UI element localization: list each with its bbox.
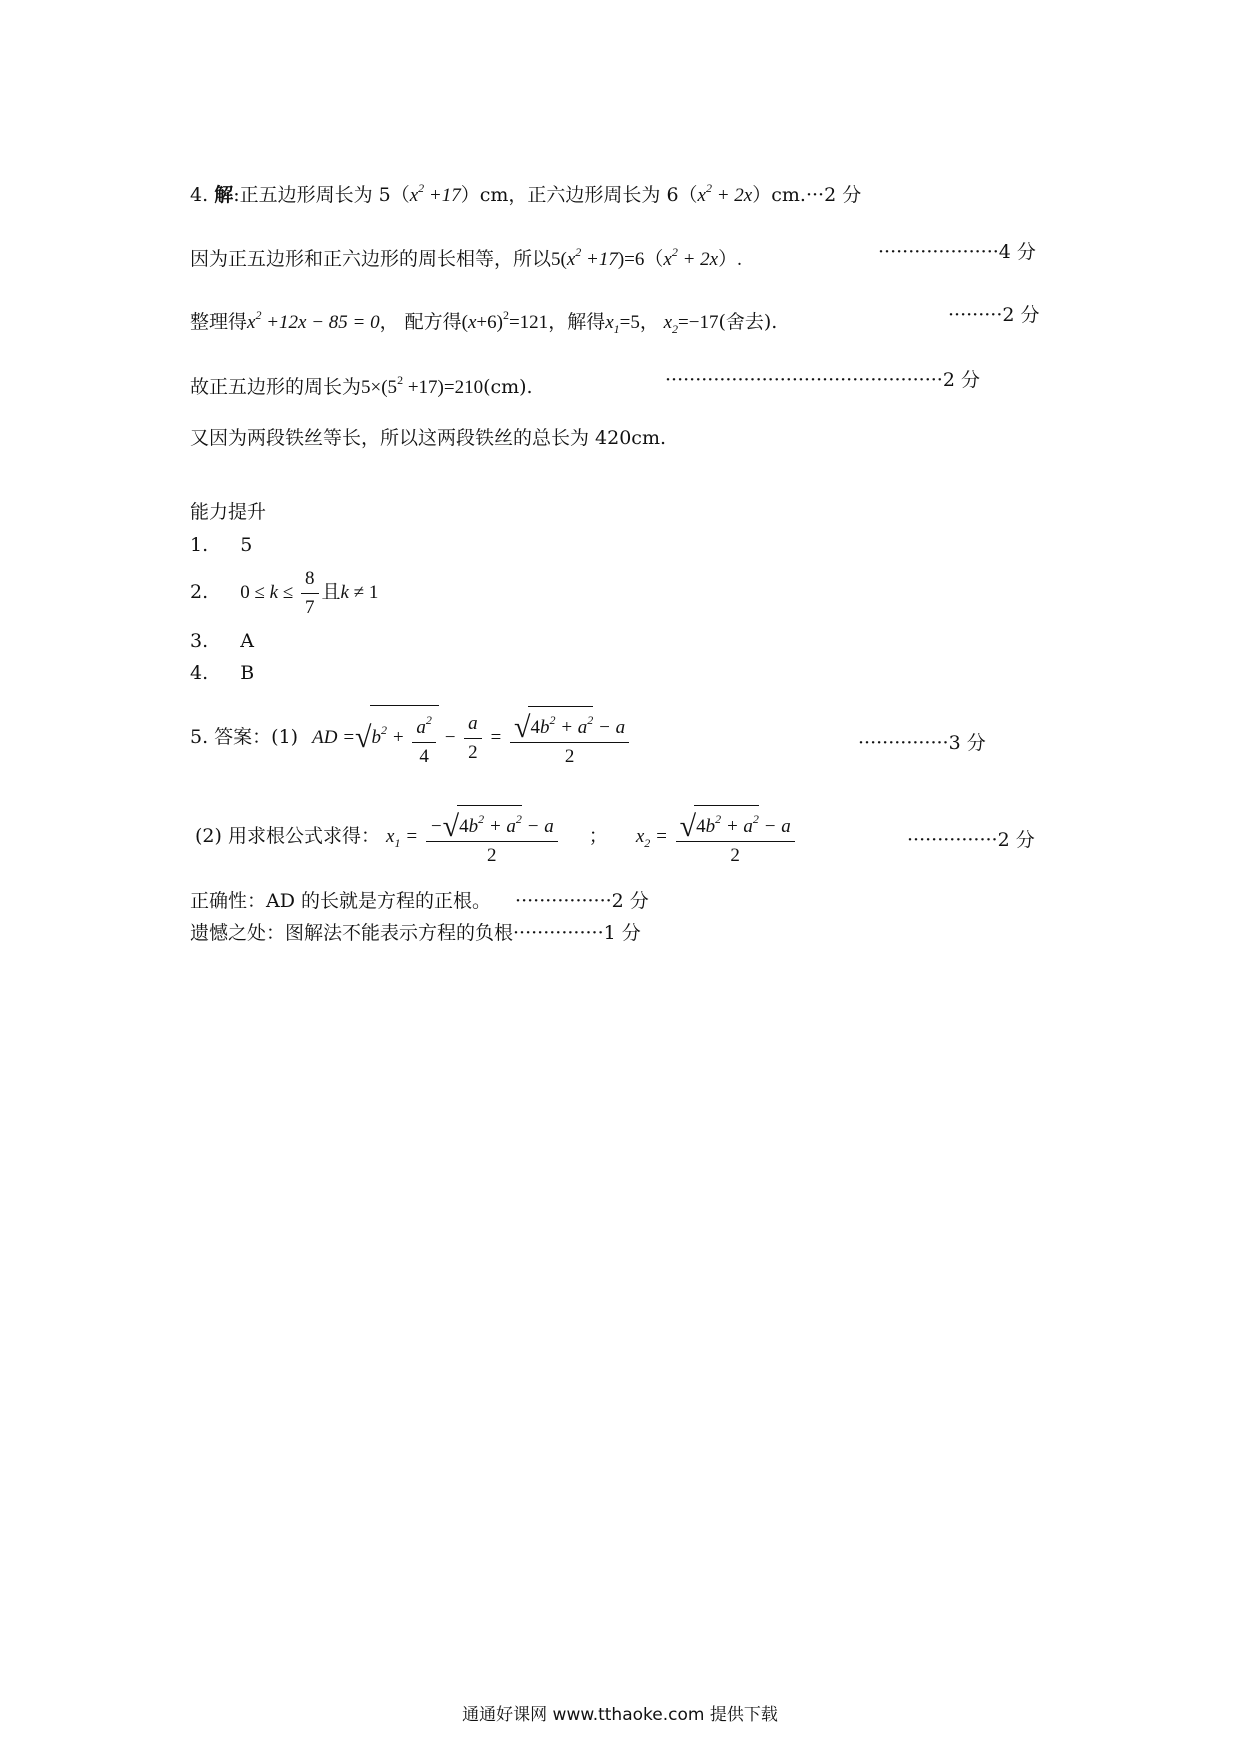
answer-2-inequality: 0 ≤ k ≤ $\frac{8}{7}$ 且k ≠ 1 xyxy=(240,582,378,603)
q5-semicolon: ； xyxy=(588,824,608,847)
q4-jie: 解 xyxy=(214,184,234,206)
q4-completed-square: $(x+6)^2=121$ xyxy=(461,308,549,333)
q4-line2-a: 因为正五边形和正六边形的周长相等，所以 xyxy=(190,248,552,270)
q4-line-5: 又因为两段铁丝等长，所以这两段铁丝的总长为 420cm. xyxy=(190,427,667,449)
q4-line4-b: (cm). xyxy=(483,376,533,398)
q4-expr-1: $x^2 +17$ xyxy=(409,181,461,206)
answer-text: B xyxy=(240,662,255,684)
q5-part2-label: (2) 用求根公式求得： xyxy=(195,824,380,847)
q4-line2-score: ····················4 分 xyxy=(878,241,1036,263)
q4-line4-a: 故正五边形的周长为 xyxy=(190,376,362,398)
answer-num: 3. xyxy=(190,630,209,652)
q4-equation: $5(x^2 +17)=6(x^2 + 2x)$. xyxy=(551,245,742,270)
q5-regret xyxy=(190,918,641,948)
q5-part-2 xyxy=(195,805,798,870)
answer-4 xyxy=(190,658,254,688)
q5-label: 5. 答案：(1) xyxy=(190,725,299,748)
q4-line3-a: 整理得 xyxy=(190,311,248,333)
q4-roots: $x_1=5$， $x_2=-17$ xyxy=(605,312,719,336)
q5-x1-formula: $x_1$ = $\frac{-√4b^2 + a^2 - a}{2}$ xyxy=(386,826,561,847)
q5-score-2: ···············2 分 xyxy=(907,829,1035,851)
q4-line-2 xyxy=(190,237,742,275)
q5-ad-formula: AD $=√b^2$ + $\frac{a^2}{4}$ − $\frac{a}{2}$ = $\frac{√4b^2 + a^2 - a}{2}$ xyxy=(312,727,632,748)
q4-line1-c: ）cm. xyxy=(752,184,806,206)
q5-regret-text: 遗憾之处：图解法不能表示方程的负根 xyxy=(190,922,514,944)
q4-line3-d: (舍去). xyxy=(718,311,778,333)
q5-correctness-score: ················2 分 xyxy=(515,890,649,912)
q4-line-3 xyxy=(190,300,777,344)
q5-x2-formula: $x_2$ = $\frac{√4b^2 + a^2 - a}{2}$ xyxy=(636,826,798,847)
q4-line3-score: ·········2 分 xyxy=(948,304,1040,326)
answer-2 xyxy=(190,565,378,622)
q4-line1-b: ）cm，正六边形周长为 6（ xyxy=(460,184,698,206)
answer-text: A xyxy=(240,630,254,652)
q5-correctness-text: 正确性：AD 的长就是方程的正根。 xyxy=(190,890,491,912)
q5-part-1 xyxy=(190,705,632,771)
q4-expr-2: $x^2 + 2x$ xyxy=(697,181,753,206)
q4-number: 4. xyxy=(190,184,209,206)
answer-1 xyxy=(190,530,252,560)
answer-num: 4. xyxy=(190,662,209,684)
section-title: 能力提升 xyxy=(190,501,267,523)
q4-line-4 xyxy=(190,365,533,403)
q4-line3-b: ， 配方得 xyxy=(379,311,462,333)
page-footer: 通通好课网 www.tthaoke.com 提供下载 xyxy=(462,1705,778,1725)
answer-text: 5 xyxy=(240,534,253,556)
answer-num: 2. xyxy=(190,580,209,603)
q4-line3-c: ，解得 xyxy=(548,311,606,333)
q4-perimeter-calc: $5\times(5^2 +17)=210$ xyxy=(361,373,484,398)
answer-num: 1. xyxy=(190,534,209,556)
q4-line-1 xyxy=(190,173,861,211)
q5-score-1: ···············3 分 xyxy=(858,732,986,754)
q4-line4-score: ··············································2 分 xyxy=(665,369,980,391)
q5-correctness xyxy=(190,886,649,916)
q5-regret-score: ···············1 分 xyxy=(513,922,641,944)
q4-line1-score: ···2 分 xyxy=(805,184,862,206)
answer-3 xyxy=(190,626,254,656)
q4-quadratic: $x^2 +12x - 85 = 0$ xyxy=(247,308,380,333)
q4-line1-a: :正五边形周长为 5（ xyxy=(233,184,410,206)
